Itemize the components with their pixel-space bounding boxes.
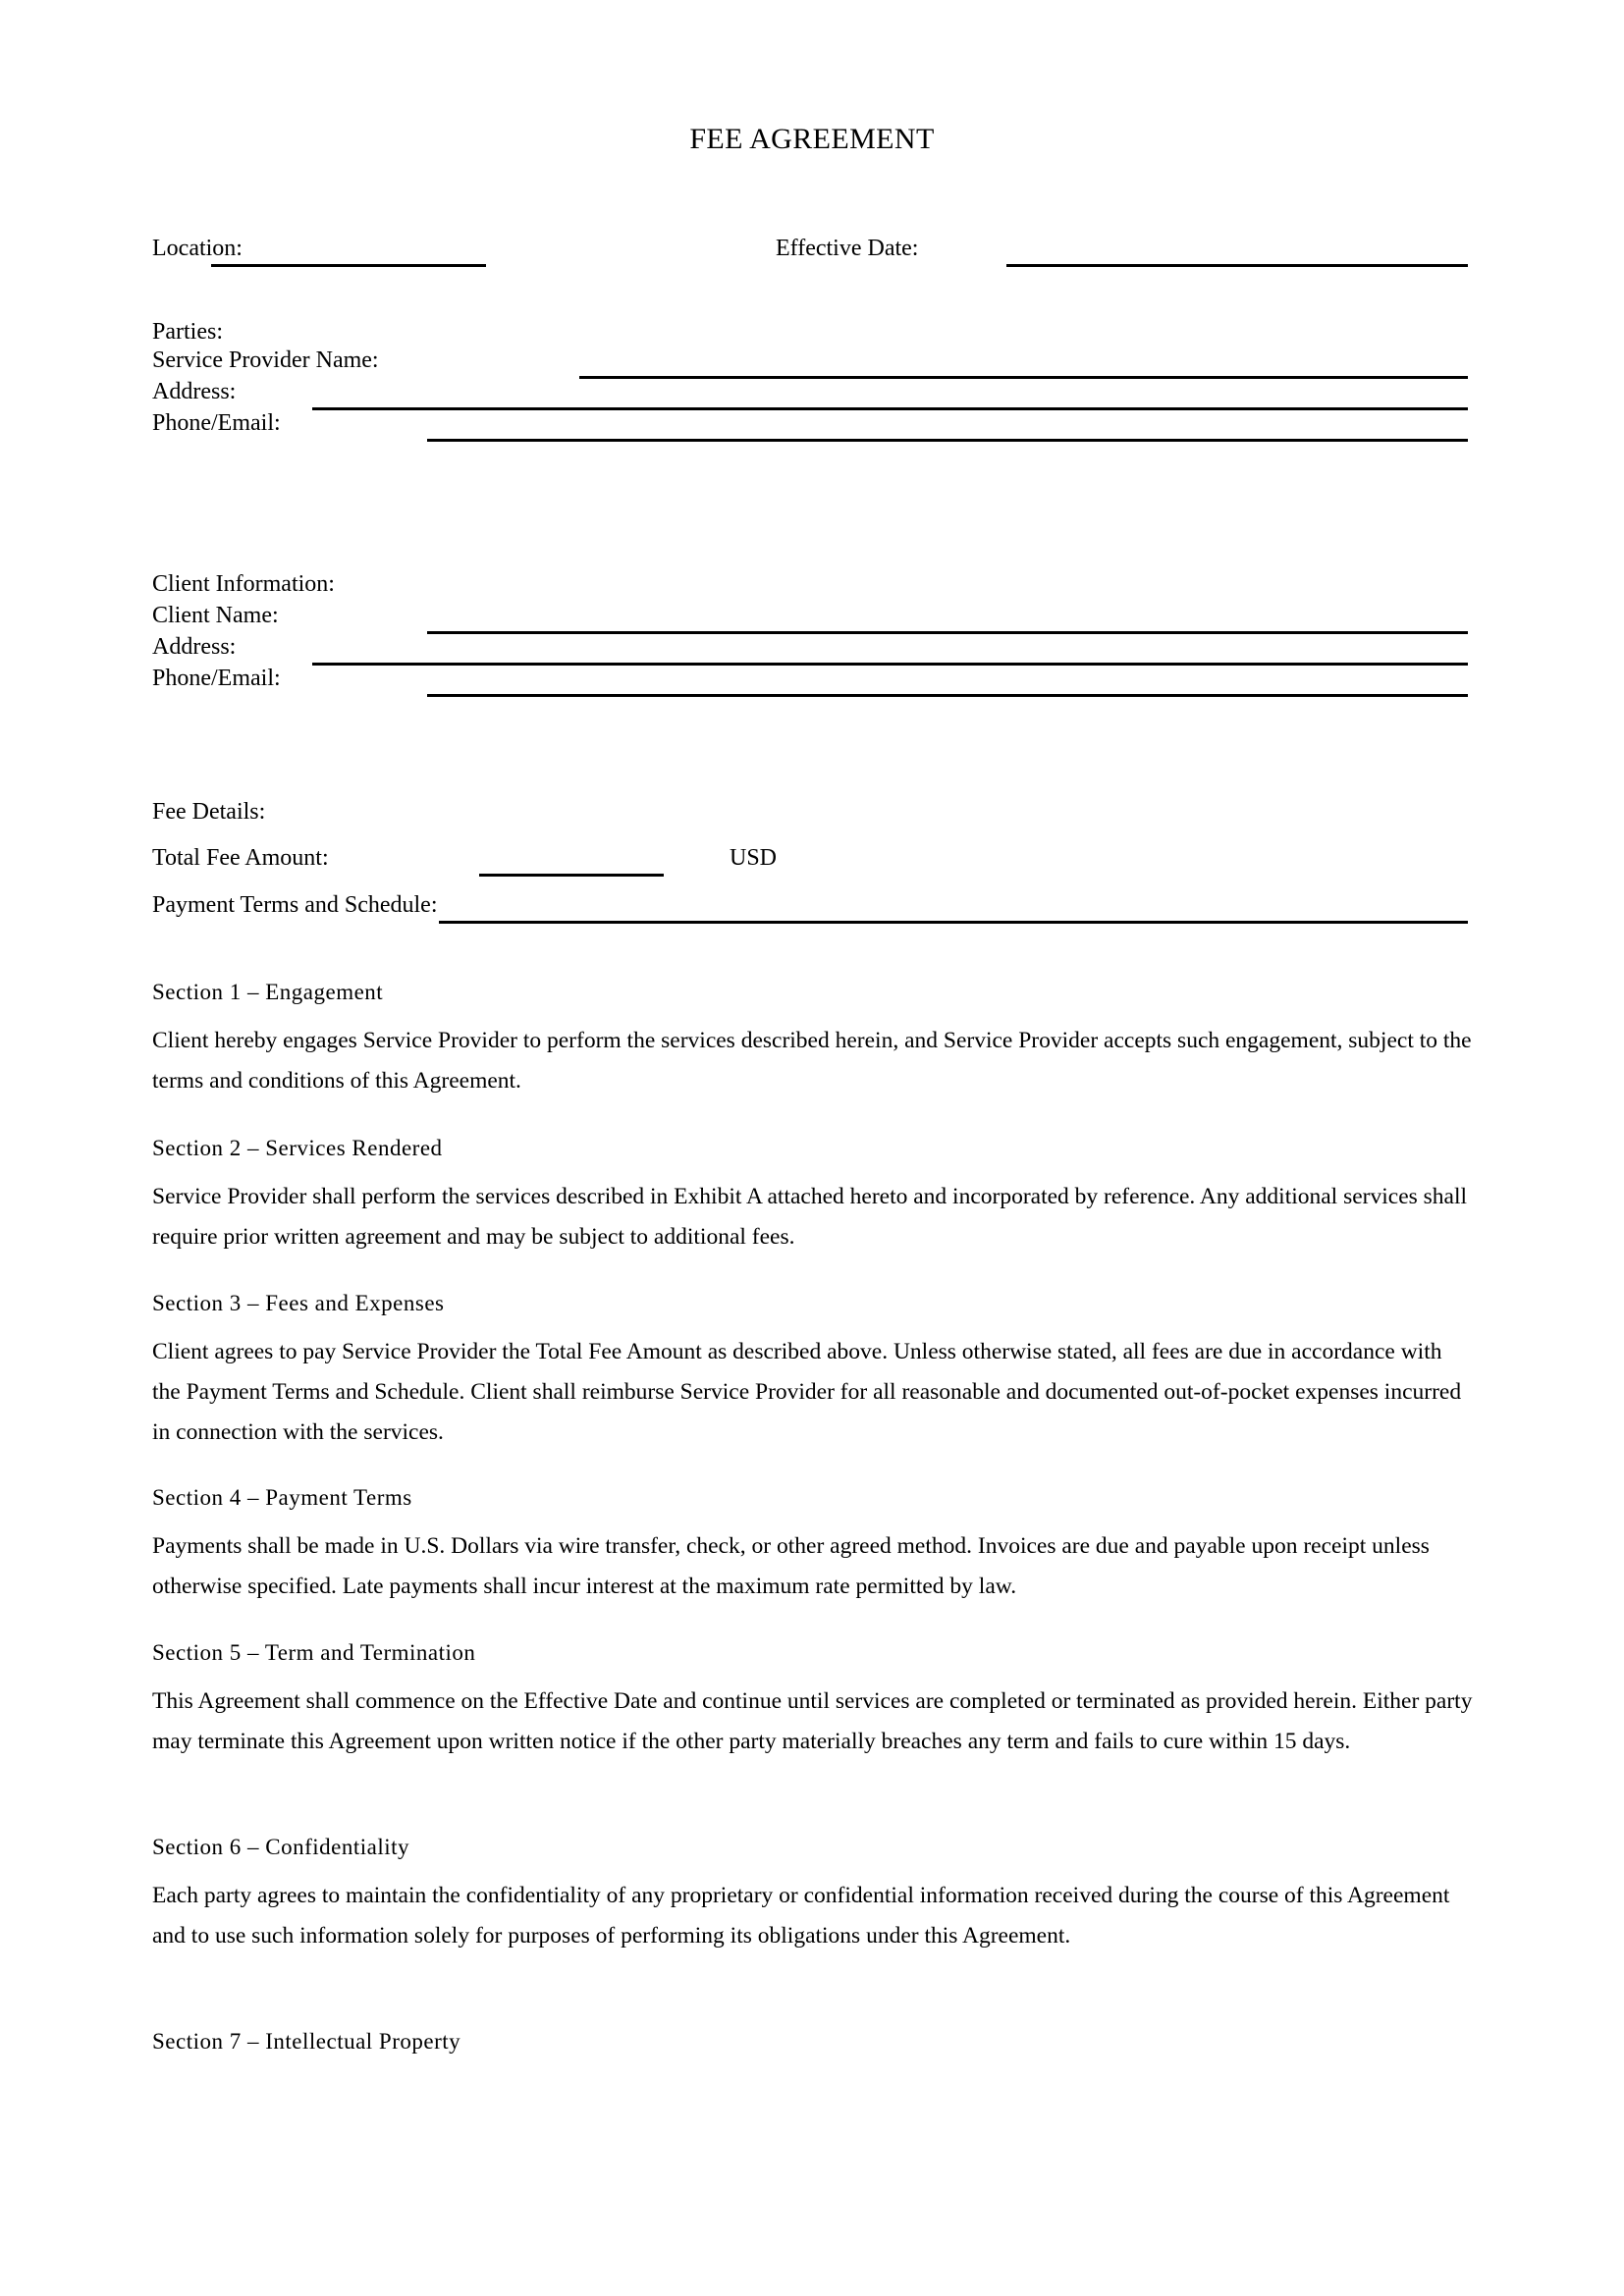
client-contact-row — [152, 664, 1624, 699]
client-contact-input-rule[interactable] — [427, 694, 1468, 697]
client-contact-label: Phone/Email: — [152, 666, 281, 691]
section-1-heading: Section 1 – Engagement — [152, 980, 384, 1004]
client-name-label: Client Name: — [152, 603, 279, 628]
total-fee-row — [152, 843, 1624, 879]
provider-contact-label: Phone/Email: — [152, 410, 281, 436]
section-6-body: Each party agrees to maintain the confidentiality of any proprietary or confidential information received during the course of this Agreement and to use such information solely for purposes of performing its obligations under this Agreement. — [152, 1883, 1450, 1949]
payment-terms-input-rule[interactable] — [439, 921, 1468, 924]
effective-date-input-rule[interactable] — [1006, 264, 1468, 267]
section-3-heading: Section 3 – Fees and Expenses — [152, 1291, 445, 1315]
section-4-heading: Section 4 – Payment Terms — [152, 1485, 412, 1510]
provider-name-label: Service Provider Name: — [152, 347, 379, 373]
client-information-heading: Client Information: — [152, 571, 335, 597]
section-3-body: Client agrees to pay Service Provider the Total Fee Amount as described above. Unless otherwise stated, all fees are due in accordance with the Payment Terms and Schedule. Client shall reimburse Service Provider for all reasonable and documented out-of-pocket expenses incurred in connection with the services. — [152, 1339, 1462, 1445]
client-address-label: Address: — [152, 634, 237, 660]
location-input-rule[interactable] — [211, 264, 486, 267]
effective-date-label: Effective Date: — [776, 236, 919, 261]
client-address-row — [152, 632, 1624, 667]
provider-name-row — [152, 346, 1624, 381]
section-1-body: Client hereby engages Service Provider to perform the services described herein, and Service Provider accepts such engagement, subject to the terms and conditions of this Agreement. — [152, 1028, 1472, 1094]
payment-terms-row — [152, 890, 1624, 926]
page-title: FEE AGREEMENT — [689, 123, 935, 155]
section-6-heading: Section 6 – Confidentiality — [152, 1835, 409, 1859]
total-fee-input-rule[interactable] — [479, 874, 664, 877]
location-effective-date-row — [152, 234, 1624, 269]
section-5-heading: Section 5 – Term and Termination — [152, 1640, 476, 1665]
currency-label: USD — [730, 845, 778, 871]
section-7-heading: Section 7 – Intellectual Property — [152, 2029, 461, 2054]
payment-terms-label: Payment Terms and Schedule: — [152, 892, 438, 918]
total-fee-label: Total Fee Amount: — [152, 845, 329, 871]
section-2-body: Service Provider shall perform the services described in Exhibit A attached hereto and incorporated by reference. Any additional services shall require prior written agreement and may be subject to additional fees. — [152, 1184, 1468, 1250]
provider-address-row — [152, 377, 1624, 412]
fee-details-heading: Fee Details: — [152, 799, 266, 825]
location-label: Location: — [152, 236, 243, 261]
parties-heading: Parties: — [152, 319, 223, 345]
provider-contact-input-rule[interactable] — [427, 439, 1468, 442]
provider-contact-row — [152, 408, 1624, 444]
provider-address-label: Address: — [152, 379, 237, 404]
section-5-body: This Agreement shall commence on the Effective Date and continue until services are completed or terminated as provided herein. Either party may terminate this Agreement upon written notice if the other party materially breaches any term and fails to cure within 15 days. — [152, 1688, 1473, 1754]
client-name-row — [152, 601, 1624, 636]
section-4-body: Payments shall be made in U.S. Dollars via wire transfer, check, or other agreed method. Invoices are due and payable upon receipt unless otherwise specified. Late payments shall incur interest at the maximum rate permitted by law. — [152, 1533, 1430, 1599]
section-2-heading: Section 2 – Services Rendered — [152, 1136, 443, 1160]
